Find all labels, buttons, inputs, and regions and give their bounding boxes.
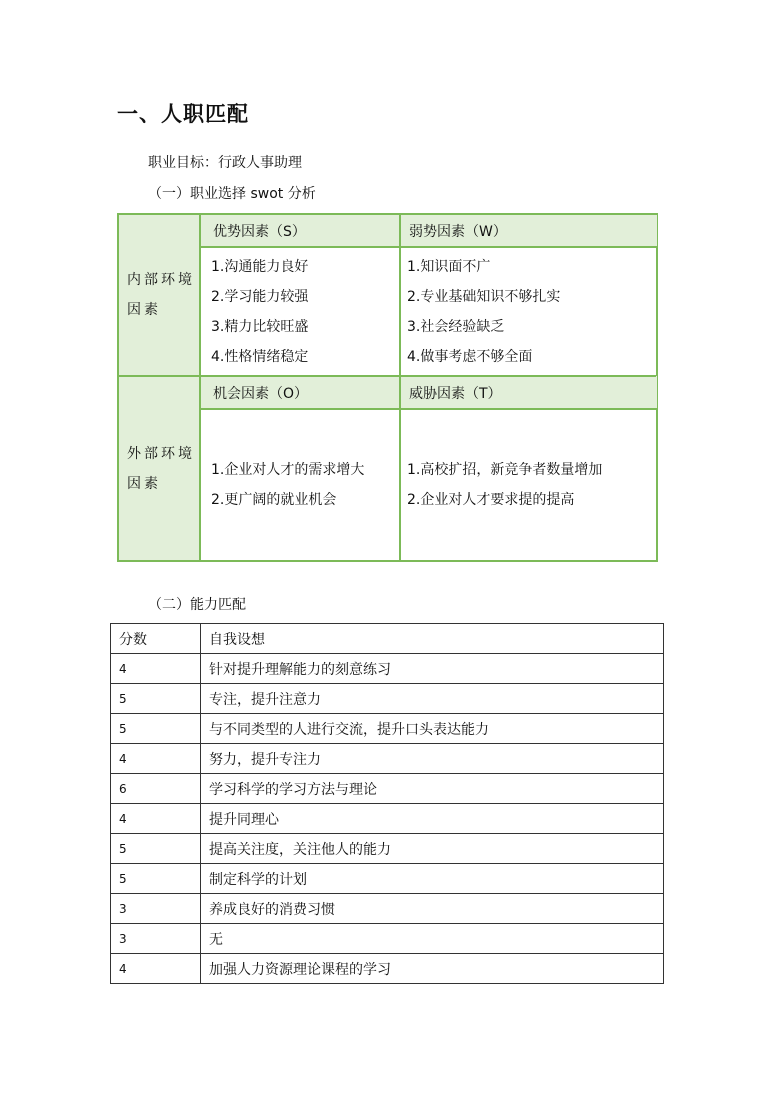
list-item: 3.精力比较旺盛 — [211, 319, 309, 335]
table-row — [111, 834, 664, 864]
career-goal: 职业目标：行政人事助理 — [148, 155, 302, 171]
list-item: 2.企业对人才要求提的提高 — [407, 492, 575, 508]
list-item: 1.沟通能力良好 — [211, 259, 309, 275]
score-cell: 4 — [111, 954, 201, 984]
plan-cell: 提高关注度，关注他人的能力 — [201, 834, 664, 864]
table-row — [111, 864, 664, 894]
plan-cell: 专注，提升注意力 — [201, 684, 664, 714]
table-row — [111, 744, 664, 774]
score-cell: 3 — [111, 894, 201, 924]
plan-cell: 养成良好的消费习惯 — [201, 894, 664, 924]
list-item: 4.做事考虑不够全面 — [407, 349, 533, 365]
plan-cell: 努力，提升专注力 — [201, 744, 664, 774]
score-cell: 5 — [111, 834, 201, 864]
plan-cell: 加强人力资源理论课程的学习 — [201, 954, 664, 984]
list-item: 4.性格情绪稳定 — [211, 349, 309, 365]
list-item: 1.企业对人才的需求增大 — [211, 462, 365, 478]
score-cell: 5 — [111, 864, 201, 894]
strengths-header: 优势因素（S） — [213, 224, 306, 240]
table-row — [111, 924, 664, 954]
opportunities-list — [211, 455, 364, 515]
ability-section-title: （二）能力匹配 — [148, 597, 246, 613]
internal-environment-label: 内部环境因素 — [127, 272, 195, 318]
column-header: 分数 — [111, 624, 201, 654]
plan-cell: 无 — [201, 924, 664, 954]
table-row — [111, 714, 664, 744]
list-item: 1.知识面不广 — [407, 259, 491, 275]
list-item: 1.高校扩招，新竞争者数量增加 — [407, 462, 603, 478]
column-header: 自我设想 — [201, 624, 664, 654]
plan-cell: 制定科学的计划 — [201, 864, 664, 894]
external-environment-label: 外部环境因素 — [127, 446, 195, 492]
plan-cell: 与不同类型的人进行交流，提升口头表达能力 — [201, 714, 664, 744]
score-cell: 3 — [111, 924, 201, 954]
swot-table — [117, 213, 658, 562]
swot-section-title: （一）职业选择 swot 分析 — [148, 186, 316, 202]
score-cell: 6 — [111, 774, 201, 804]
weaknesses-header: 弱势因素（W） — [409, 224, 507, 240]
table-row — [111, 804, 664, 834]
threats-header: 威胁因素（T） — [409, 386, 502, 402]
plan-cell: 提升同理心 — [201, 804, 664, 834]
score-cell: 4 — [111, 654, 201, 684]
score-cell: 5 — [111, 714, 201, 744]
weaknesses-list — [407, 252, 560, 372]
list-item: 3.社会经验缺乏 — [407, 319, 505, 335]
table-header-row — [111, 624, 664, 654]
plan-cell: 学习科学的学习方法与理论 — [201, 774, 664, 804]
score-cell: 4 — [111, 744, 201, 774]
score-cell: 5 — [111, 684, 201, 714]
table-row — [111, 954, 664, 984]
plan-cell: 针对提升理解能力的刻意练习 — [201, 654, 664, 684]
ability-table — [110, 623, 664, 984]
list-item: 2.学习能力较强 — [211, 289, 309, 305]
table-row — [111, 774, 664, 804]
score-cell: 4 — [111, 804, 201, 834]
list-item: 2.专业基础知识不够扎实 — [407, 289, 561, 305]
threats-list — [407, 455, 602, 515]
table-row — [111, 684, 664, 714]
table-row — [111, 654, 664, 684]
page-title: 一、人职匹配 — [117, 102, 249, 126]
list-item: 2.更广阔的就业机会 — [211, 492, 337, 508]
strengths-list — [211, 252, 308, 372]
table-row — [111, 894, 664, 924]
opportunities-header: 机会因素（O） — [213, 386, 309, 402]
